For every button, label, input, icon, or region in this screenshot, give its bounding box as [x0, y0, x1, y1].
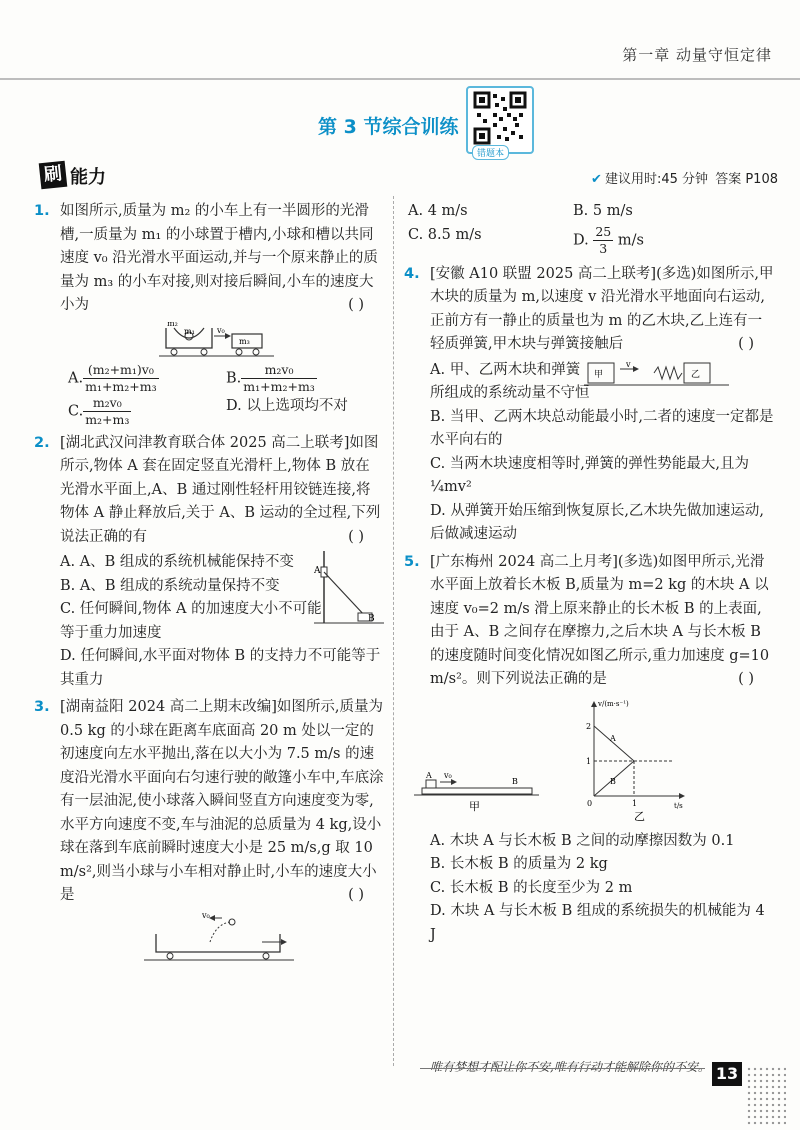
line-b-label: B: [610, 776, 616, 786]
column-divider: [393, 196, 395, 1066]
question-number: 2.: [34, 434, 50, 451]
options-row: [404, 200, 774, 224]
option-c[interactable]: C. $\frac{\text{m₂v₀}}{\text{m₂+m₃}}$: [68, 394, 130, 427]
option-d[interactable]: D. 任何瞬间,水平面对物体 B 的支持力不可能等于其重力: [60, 648, 381, 688]
ability-label: 能力: [70, 167, 106, 188]
option-b[interactable]: B. 当甲、乙两木块总动能最小时,二者的速度一定都是水平向右的: [430, 408, 774, 448]
option-b[interactable]: B. 5 m/s: [573, 203, 633, 219]
question-text: [湖南益阳 2024 高二上期末改编]如图所示,质量为 0.5 kg 的小球在距离车底面高 20 m 处以一定的初速度向左水平抛出,落在以大小为 7.5 m/s 的速度沿光滑水平面向右匀速行驶的敞篷小车中,车底涂有一层油泥,使小球落入瞬间竖直方向速度变为零,水平方向速度不变,车与油泥的总质量为 4 kg,设小球在落到车底前瞬时速度大小是 25 m/s,g 取 10 m/s²,则当小球与小车相对静止时,小车的速度大小是: [60, 699, 384, 903]
ability-badge-icon: 刷: [39, 161, 68, 190]
option-a[interactable]: A. 甲、乙两木块和弹簧所组成的系统动量不守恒: [430, 361, 590, 401]
answer-blank: ( ): [348, 528, 364, 545]
label-b: B: [368, 614, 375, 624]
check-icon: ✔: [591, 172, 602, 187]
option-c[interactable]: C. 任何瞬间,物体 A 的加速度大小不可能等于重力加速度: [60, 601, 322, 641]
option-c[interactable]: C. 当两木块速度相等时,弹簧的弹性势能最大,且为 ¼mv²: [430, 455, 750, 495]
tick-x1: 1: [632, 798, 638, 808]
section-title: 第 3 节综合训练: [318, 116, 459, 138]
tick-1: 1: [586, 756, 592, 766]
option-b[interactable]: B. A、B 组成的系统动量保持不变: [60, 577, 280, 594]
question-5: [404, 551, 774, 692]
options-row: [404, 224, 774, 257]
options-row: [34, 362, 384, 395]
question-2: [34, 432, 384, 550]
question-text: [安徽 A10 联盟 2025 高二上联考](多选)如图所示,甲木块的质量为 m,以速度 v 沿光滑水平地面向右运动,正前方有一静止的质量也为 m 的乙木块,乙上连有一轻质弹簧,甲木块与弹簧接触后: [430, 265, 774, 352]
right-column: [404, 200, 774, 947]
tick-2: 2: [586, 721, 592, 731]
figure-cart-collision: [34, 322, 384, 358]
label-a: A: [426, 770, 432, 780]
question-number: 4.: [404, 265, 420, 282]
label-a: A: [314, 566, 321, 576]
option-a[interactable]: A. A、B 组成的系统机械能保持不变: [60, 554, 294, 570]
label-jia: 甲: [469, 799, 480, 813]
label-jia: 甲: [594, 369, 604, 380]
question-number: 1.: [34, 203, 50, 219]
answer-page-ref: 答案 P108: [715, 172, 778, 187]
question-text: [广东梅州 2024 高二上月考](多选)如图甲所示,光滑水平面上放着长木板 B,质量为 m=2 kg 的木块 A 以速度 v₀=2 m/s 滑上原来静止的长木板 B 的上表面,由于 A、B 之间存在摩擦力,之后木块 A 与长木板 B 的速度随时间变化情况如图乙所示,重力加速度 g=10 m/s²。则下列说法正确的是: [430, 553, 770, 687]
footer-divider: [420, 1068, 705, 1069]
question-4: [404, 263, 774, 357]
answer-blank: ( ): [348, 887, 364, 903]
option-d[interactable]: D. $\frac{25}{3}$ m/s: [573, 223, 644, 256]
label-v0: v₀: [202, 911, 210, 920]
label-v0: v₀: [444, 770, 452, 780]
options-row: [34, 395, 384, 428]
label-v-axis: v/(m·s⁻¹): [598, 699, 629, 708]
option-d[interactable]: D. 木块 A 与长木板 B 组成的系统损失的机械能为 4 J: [430, 903, 765, 943]
option-c[interactable]: C. 8.5 m/s: [408, 226, 482, 243]
label-m3: m₃: [239, 336, 250, 346]
option-b[interactable]: B. $\frac{\text{m₂v₀}}{\text{m₁+m₂+m₃}}$: [226, 361, 315, 394]
question-number: 3.: [34, 699, 50, 715]
label-v0: v₀: [217, 325, 225, 335]
figure-ball-cart: [34, 912, 384, 962]
qr-caption: 错题本: [472, 145, 509, 160]
answer-blank: ( ): [348, 297, 364, 313]
label-v: v: [626, 359, 631, 369]
dot-pattern-decoration: [746, 1066, 786, 1126]
option-a[interactable]: A. $\frac{\text{(m₂+m₁)v₀}}{\text{m₁+m₂+m₃}}$: [68, 361, 157, 394]
option-d[interactable]: D. 从弹簧开始压缩到恢复原长,乙木块先做加速运动,后做减速运动: [430, 502, 765, 542]
question-text: [湖北武汉问津教育联合体 2025 高二上联考]如图所示,物体 A 套在固定竖直光滑杆上,物体 B 放在光滑水平面上,A、B 通过刚性轻杆用铰链连接,将物体 A 静止释放后,关于 A、B 运动的全过程,下列说法正确的有: [60, 434, 381, 545]
suggested-time: [591, 168, 708, 187]
question-text: 如图所示,质量为 m₂ 的小车上有一半圆形的光滑槽,一质量为 m₁ 的小球置于槽内,小球和槽以共同速度 v₀ 沿光滑水平面运动,并与一个原来静止的质量为 m₃ 的小车对接,则对接后瞬间,小车的速度大小为: [60, 203, 378, 313]
answer-blank: ( ): [738, 336, 754, 352]
footer-motto: 唯有梦想才配让你不安,唯有行动才能解除你的不安。: [430, 1060, 710, 1074]
option-d[interactable]: D. 以上选项均不对: [226, 397, 348, 414]
label-m1: m₁: [184, 326, 195, 336]
line-a-label: A: [610, 733, 616, 743]
tick-0: 0: [587, 798, 593, 808]
question-number: 5.: [404, 553, 420, 570]
label-m2: m₂: [167, 321, 178, 328]
time-label: 建议用时:45 分钟: [604, 172, 708, 187]
page-number: 13: [712, 1062, 742, 1086]
label-b: B: [512, 776, 518, 786]
left-column: [34, 200, 384, 966]
question-3: [34, 696, 384, 908]
option-a[interactable]: A. 木块 A 与长木板 B 之间的动摩擦因数为 0.1: [430, 832, 735, 849]
chapter-title: 第一章 动量守恒定律: [622, 46, 772, 64]
label-yi: 乙: [634, 809, 645, 823]
question-1: [34, 200, 384, 318]
label-yi: 乙: [691, 369, 701, 380]
header-divider: [0, 78, 800, 80]
answer-blank: ( ): [738, 671, 754, 687]
label-t-axis: t/s: [674, 801, 683, 810]
option-b[interactable]: B. 长木板 B 的质量为 2 kg: [430, 856, 608, 872]
option-c[interactable]: C. 长木板 B 的长度至少为 2 m: [430, 879, 633, 896]
qr-code-icon[interactable]: [466, 86, 534, 159]
figure-board-and-vt-graph: [404, 696, 764, 826]
option-a[interactable]: A. 4 m/s: [408, 203, 468, 219]
